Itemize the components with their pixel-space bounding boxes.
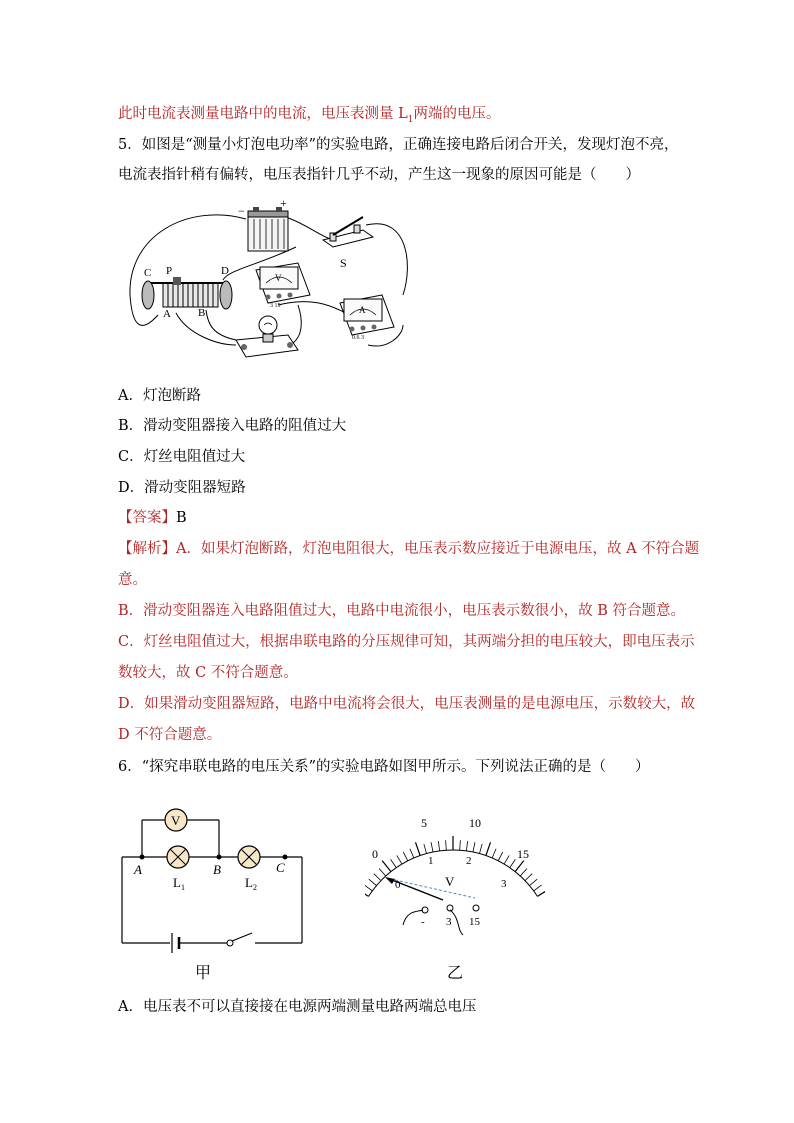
q5-stem-line1: 5．如图是“测量小灯泡电功率”的实验电路，正确连接电路后闭合开关，发现灯泡不亮， [118,137,679,153]
bottom-scale-2: 2 [466,855,472,867]
dial-tick [374,874,381,881]
rheostat-label-A: A [163,308,171,320]
q5-analysis-line7: D 不符合题意。 [118,727,222,743]
q5-circuit-figure [118,195,418,370]
rheostat [142,277,232,309]
dial-tick [492,849,496,858]
voltmeter [256,263,310,303]
dial-tick [515,861,524,872]
figure-yi-caption: 乙 [447,965,464,982]
node-label-C: C [276,860,285,875]
q5-analysis-line5: 数较大，故 C 不符合题意。 [118,665,298,681]
q5-analysis-line2: 意。 [118,572,147,588]
q5-stem-line2: 电流表指针稍有偏转，电压表指针几乎不动，产生这一现象的原因可能是（ ） [118,167,640,183]
dial-tick [520,869,527,876]
voltmeter-scale: 3 15 [270,303,281,309]
dial-tick [424,844,427,854]
dial-tick [416,842,421,855]
dial-tick [369,879,377,885]
top-scale-5: 5 [421,816,427,830]
dial-tick [510,859,516,867]
tail-text-pre: 此时电流表测量电路中的电流，电压表测量 L [118,106,408,122]
dial-tick [446,840,447,850]
dial-tick [498,852,503,861]
terminal-label-minus: - [421,916,425,928]
battery [248,207,288,251]
switch [323,217,373,247]
rheostat-label-D: D [221,265,229,277]
dial-tick [530,879,538,885]
dial-tick [534,885,542,891]
lamp-L2-symbol [238,846,260,868]
tail-subscript: 1 [407,114,414,125]
dial-tick [525,874,532,881]
ammeter-scale: 0.6 3 [352,335,364,341]
answer-value: B [176,510,187,526]
lamp-L2-label: $L_2$ [245,875,257,892]
dial-tick [486,842,491,855]
dial-tick [466,841,467,851]
ammeter-symbol: A [359,305,366,315]
figure-jia-caption: 甲 [195,965,212,982]
q5-option-c: C．灯丝电阻值过大 [118,449,246,465]
q5-answer [118,508,187,528]
dial-tick [431,842,433,852]
rheostat-label-P: P [166,265,173,277]
top-scale-15: 15 [517,847,529,861]
terminal-15 [473,905,479,911]
dial-tick [379,869,386,876]
node-label-B: B [213,862,221,877]
dial-tick [365,889,369,897]
q5-analysis-line3: B．滑动变阻器连入电路阻值过大，电路中电流很小，电压表示数很小，故 B 符合题意。 [118,603,686,619]
q5-option-a: A．灯泡断路 [118,388,201,404]
dial-tick [391,859,397,867]
q6-voltmeter-dial [365,800,545,990]
dial-tick [438,841,439,851]
switch-lever [232,933,252,941]
dial-tick [365,885,372,891]
q5-option-b: B．滑动变阻器接入电路的阻值过大 [118,418,347,434]
bottom-scale-3: 3 [501,878,507,890]
dial-ticks [365,836,545,896]
terminal-label-3: 3 [446,916,452,928]
bottom-scale-1: 1 [428,855,434,867]
voltmeter-symbol: V [275,273,282,283]
dial-tick [410,849,414,858]
dial-unit-V: V [445,874,455,889]
top-scale-10: 10 [469,816,481,830]
q5-analysis-line1 [118,539,699,559]
dial-tick [504,855,509,864]
q6-stem: 6．“探究串联电路的电压关系”的实验电路如图甲所示。下列说法正确的是（ ） [118,759,650,775]
circuit-voltmeter-label: V [171,813,181,828]
q6-circuit-diagram [115,800,315,990]
dial-tick [473,842,475,852]
ammeter [340,295,394,335]
rheostat-label-C: C [144,267,152,279]
analysis-label: 【解析】 [118,541,176,557]
top-scale-0: 0 [372,847,378,861]
previous-question-tail [118,104,500,130]
switch-label: S [340,256,347,270]
q6-option-a: A．电压表不可以直接接在电源两端测量电路两端总电压 [118,999,477,1015]
terminal-label-15: 15 [469,916,480,928]
bottom-scale-0: 0 [395,879,401,891]
lamp-L1-symbol [167,846,189,868]
tail-text-post: 两端的电压。 [413,106,501,122]
answer-label: 【答案】 [118,510,176,526]
battery-minus-label: − [238,204,245,218]
dial-tick [479,844,482,854]
lamp [236,316,298,357]
dial-tick [382,861,391,872]
q5-analysis-line4: C．灯丝电阻值过大，根据串联电路的分压规律可知，其两端分担的电压较大，即电压表示 [118,634,695,650]
dial-needle-shadow [395,880,475,898]
dial-tick [403,852,408,861]
q5-analysis-line6: D．如果滑动变阻器短路，电路中电流将会很大，电压表测量的是电源电压，示数较大，故 [118,696,696,712]
rheostat-label-B: B [198,307,206,319]
dial-tick [537,889,545,897]
analysis-text-1: A．如果灯泡断路，灯泡电阻很大，电压表示数应接近于电源电压，故 A 不符合题 [176,541,700,557]
dial-tick [460,840,461,850]
lamp-L1-label: $L_1$ [173,875,185,892]
q5-option-d: D．滑动变阻器短路 [118,480,246,496]
node-label-A: A [134,862,142,877]
dial-tick [397,855,402,864]
battery-plus-label: + [280,196,287,210]
